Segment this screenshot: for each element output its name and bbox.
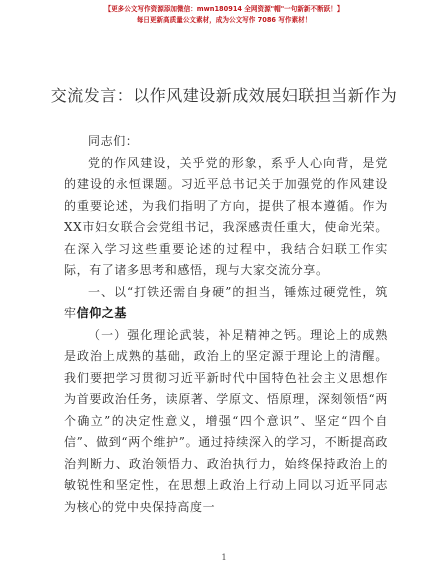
page-number: 1 xyxy=(221,553,227,562)
promo-line-2: 每日更新高质量公文素材，成为公文写作 7086 写作素材！ xyxy=(136,16,312,24)
subsection-paragraph: （一）强化理论武装，补足精神之钙。理论上的成熟是政治上成熟的基础，政治上的坚定源于理论上的清醒。我们要把学习贯彻习近平新时代中国特色社会主义思想作为首要政治任务，读原著、学原文、悟原理，深刻领悟“两个确立”的决定性意义，增强“四个意识”、坚定“四个自信”、做到“两个维护”。通过持续深入的学习，不断提高政治判断力、政治领悟力、政治执行力，始终保持政治上的敏锐性和坚定性，在思想上政治上行动上同以习近平同志为核心的党中央保持高度一 xyxy=(64,327,388,514)
section-heading xyxy=(64,282,388,325)
section-heading-lead: 一、以“打铁还需自身硬”的担当，锤炼过硬党性，筑牢 xyxy=(64,284,388,320)
document-body xyxy=(64,131,388,518)
section-heading-emphasis: 信仰之基 xyxy=(76,306,128,320)
greeting: 同志们： xyxy=(88,134,139,148)
document-title: 交流发言：以作风建设新成效展妇联担当新作为 xyxy=(50,86,398,105)
promo-line-1: 【更多公文写作资源添加微信：mwn180914 全网资源"帽"一句新新不断跃！】 xyxy=(104,5,344,13)
promo-banner xyxy=(0,4,448,26)
intro-paragraph: 党的作风建设，关乎党的形象，系乎人心向背，是党的建设的永恒课题。习近平总书记关于加强党的作风建设的重要论述，为我们指明了方向，提供了根本遵循。作为XX市妇女联合会党组书记，我深感责任重大，使命光荣。在深入学习这些重要论述的过程中，我结合妇联工作实际，有了诸多思考和感悟，现与大家交流分享。 xyxy=(64,155,388,277)
